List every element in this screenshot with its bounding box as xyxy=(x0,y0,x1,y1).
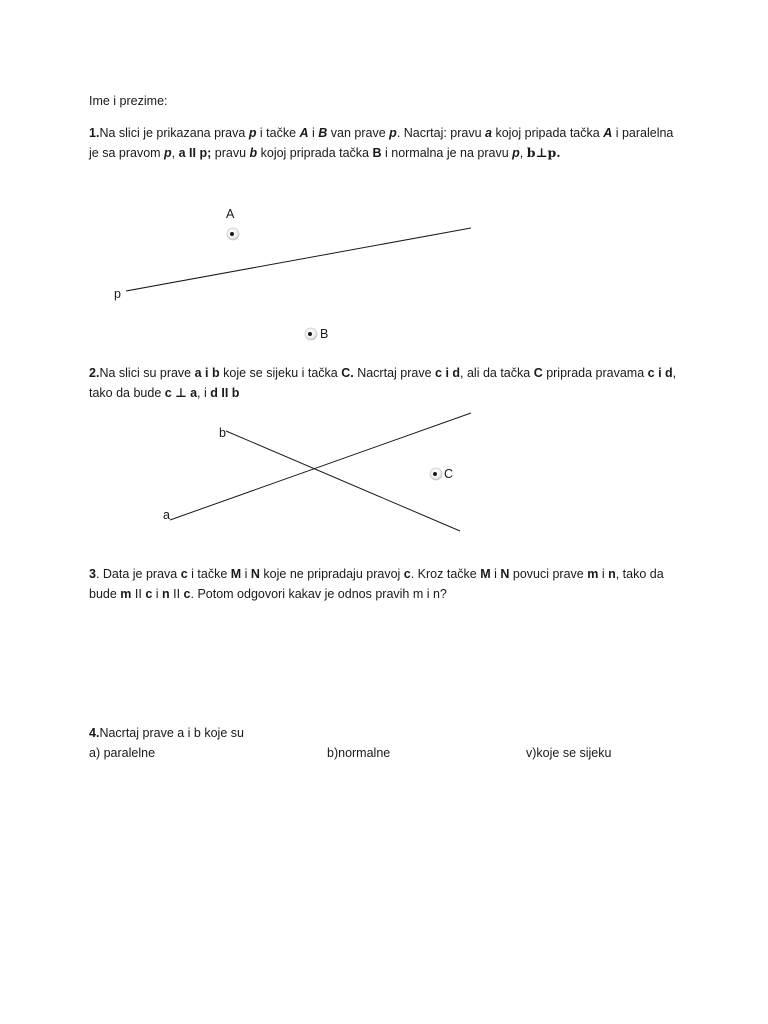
q2-line-1: 2.Na slici su prave a i b koje se sijeku i tačka C. Nacrtaj prave c i d, ali da tačka C priprada pravama c i d, xyxy=(89,366,677,380)
q3-line-2: bude m II c i n II c. Potom odgovori kakav je odnos pravih m i n? xyxy=(89,587,447,601)
line-a xyxy=(170,413,471,520)
q3-number: 3 xyxy=(89,567,96,581)
point-c xyxy=(430,468,442,480)
q2-number: 2. xyxy=(89,366,100,380)
line-p-label: p xyxy=(114,287,121,301)
q4-line: 4.Nacrtaj prave a i b koje su xyxy=(89,726,244,740)
q1-line-2: je sa pravom p, a II p; pravu b kojoj priprada tačka B i normalna je na pravu p, b⊥p. xyxy=(89,145,561,160)
point-b-label: B xyxy=(320,327,329,341)
q4-option-a: a) paralelne xyxy=(89,746,156,760)
q3-line-1: 3. Data je prava c i tačke M i N koje ne pripradaju pravoj c. Kroz tačke M i N povuci prave m i n, tako da xyxy=(89,567,664,581)
name-label: Ime i prezime: xyxy=(89,94,168,108)
line-b-label: b xyxy=(219,426,226,440)
q4-option-b: b)normalne xyxy=(327,746,391,760)
q1-line-1: 1.Na slici je prikazana prava p i tačke A i B van prave p. Nacrtaj: pravu a kojoj pripada tačka A i paralelna xyxy=(89,126,674,140)
point-c-label: C xyxy=(444,467,454,481)
line-b xyxy=(226,431,460,531)
point-a-label: A xyxy=(226,207,235,221)
q2-line-2: tako da bude c ⊥ a, i d II b xyxy=(89,386,240,400)
q4-option-c: v)koje se sijeku xyxy=(526,746,612,760)
q4-number: 4. xyxy=(89,726,100,740)
line-a-label: a xyxy=(163,508,170,522)
q1-number: 1. xyxy=(89,126,100,140)
